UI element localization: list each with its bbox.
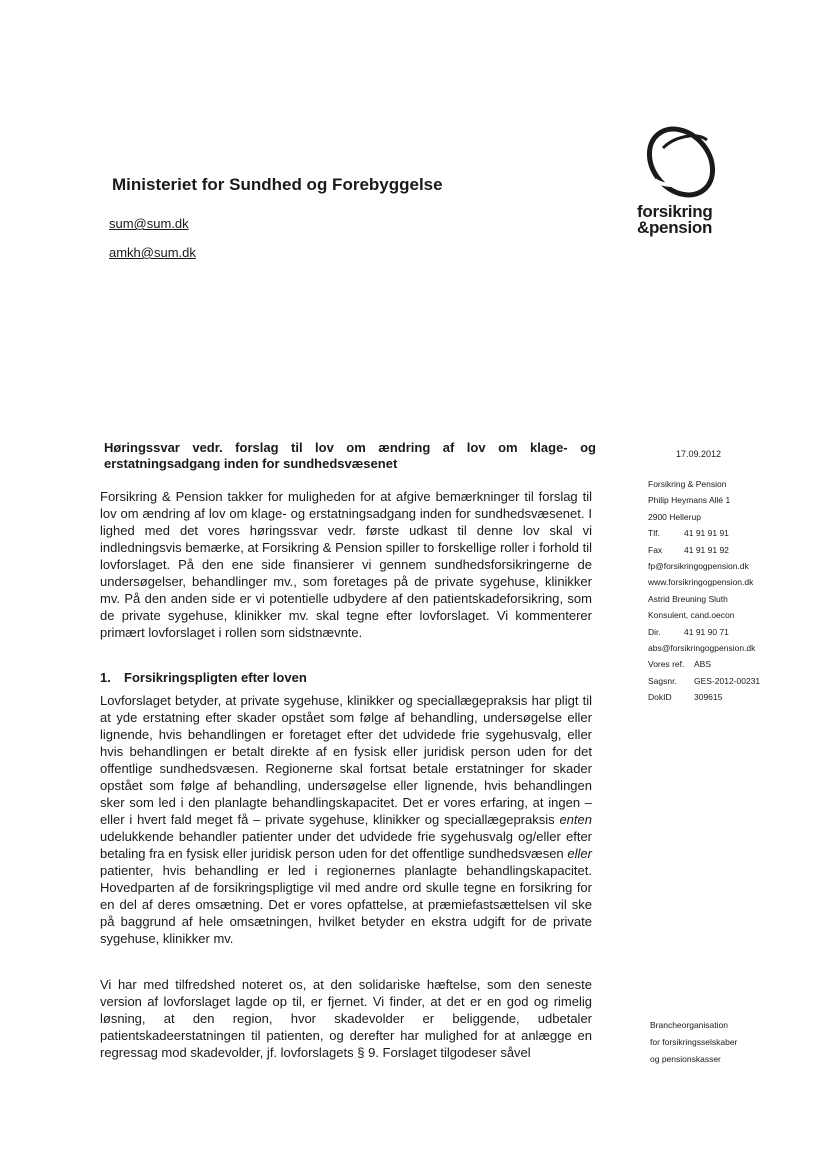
fax-value: 41 91 91 92	[684, 544, 729, 555]
document-id	[648, 689, 760, 705]
direct-label: Dir.	[648, 626, 661, 637]
sender-email[interactable]: fp@forsikringogpension.dk	[648, 561, 749, 572]
organization-footer	[650, 1017, 737, 1068]
footer-line-3: og pensionskasser	[650, 1054, 721, 1064]
ref-label: Vores ref.	[648, 659, 685, 670]
p1-text-c: patienter, hvis behandling er led i regionernes planlagte behandlingskapacitet. Hovedparten af de forsikringspligtige vil med andre ord skulle tegne en forsikring for en del af deres omsætning. Det er vores opfattelse, at præmiefastsættelsen vil ske på baggrund af hele omsætningen, hvilket betyder en ekstra udgift for de private sygehuse, klinikker mv.	[100, 863, 592, 946]
section-1-paragraph-2	[100, 976, 592, 1061]
our-reference	[648, 656, 760, 672]
footer-line-1: Brancheorganisation	[650, 1020, 728, 1030]
p2-text: Vi har med tilfredshed noteret os, at den solidariske hæftelse, som den seneste version af lovforslaget lagde op til, er fjernet. Vi finder, at det er en god og rimelig løsning, at den region, hvor skadevolder er beliggende, udbetaler patientskadeerstatningen til patienten, og derefter har mulighed for at anlægge en regressag mod skadevolder, jf. lovforslagets § 9. Forslaget tilgodeser såvel	[100, 977, 592, 1060]
direct-value: 41 91 90 71	[684, 626, 729, 637]
p1-emphasis-enten: enten	[559, 812, 592, 827]
fax-label: Fax	[648, 544, 663, 555]
section-1-title: Forsikringspligten efter loven	[124, 670, 307, 685]
dokid-value: 309615	[694, 692, 723, 703]
contact-role: Konsulent, cand.oecon	[648, 610, 735, 621]
letter-subject: Høringssvar vedr. forslag til lov om ændring af lov om klage- og erstatningsadgang inden for sundhedsvæsenet	[104, 440, 596, 471]
sender-street: Philip Heymans Allé 1	[648, 495, 731, 506]
addressee-title: Ministeriet for Sundhed og Forebyggelse	[112, 175, 443, 194]
forsikring-pension-logo-icon	[635, 118, 727, 204]
intro-paragraph	[100, 488, 592, 641]
email-link-sum[interactable]: sum@sum.dk	[109, 216, 189, 231]
section-1-paragraph-1	[100, 692, 592, 947]
contact-direct	[648, 624, 760, 640]
sender-city: 2900 Hellerup	[648, 511, 701, 522]
case-label: Sagsnr.	[648, 675, 677, 686]
sender-org: Forsikring & Pension	[648, 479, 727, 489]
p1-text-b: udelukkende behandler patienter under det udvidede frie sygehusvalg og/eller efter betaling fra en fysisk eller juridisk person uden for det offentlige sundhedsvæsen	[100, 829, 592, 861]
section-1-heading	[100, 670, 307, 685]
contact-email[interactable]: abs@forsikringogpension.dk	[648, 643, 756, 654]
phone-label: Tlf.	[648, 528, 660, 539]
dokid-label: DokID	[648, 692, 672, 703]
intro-text: Forsikring & Pension takker for muligheden for at afgive bemærkninger til forslag til lov om ændring af lov om klage- og erstatningsadgang inden for sundhedsvæsenet. I lighed med det vores høringssvar vedr. første udkast til denne lov skal vi indledningsvis bemærke, at Forsikring & Pension spiller to forskellige roller i forhold til lovforslaget. På den ene side finansierer vi gennem sundhedsforsikringerne de undersøgelser, behandlinger mv., som foretages på de private sygehuse, klinikker mv. På den anden side er vi potentielle udbydere af den patientskadeforsikring, som de private sygehuse, klinikker mv. skal tegne efter lovforslaget. Vi kommenterer primært lovforslaget i rollen som sidstnævnte.	[100, 489, 592, 640]
email-link-amkh[interactable]: amkh@sum.dk	[109, 245, 196, 260]
p1-emphasis-eller: eller	[567, 846, 592, 861]
sender-fax	[648, 542, 760, 558]
case-number	[648, 673, 760, 689]
logo-line-2: &pension	[637, 218, 713, 237]
sender-phone	[648, 525, 760, 541]
logo-wordmark	[637, 204, 712, 236]
contact-person: Astrid Breuning Sluth	[648, 593, 728, 604]
logo-line-1: forsikring	[637, 202, 713, 221]
phone-value: 41 91 91 91	[684, 528, 729, 539]
ref-value: ABS	[694, 659, 712, 670]
case-value: GES-2012-00231	[694, 675, 761, 686]
footer-line-2: for forsikringsselskaber	[650, 1037, 738, 1047]
letter-date: 17.09.2012	[676, 449, 722, 459]
p1-text-a: Lovforslaget betyder, at private sygehuse, klinikker og speciallægepraksis har pligt til at yde erstatning efter skader opstået som følge af behandling, undersøgelse eller lignende, hvis behandlingen er foretaget efter det udvidede frie sygehusvalg, eller hvis behandlingen er betalt direkte af en fysisk eller juridisk person uden for det offentlige sundhedsvæsen. Regionerne skal fortsat betale erstatninger for skader opstået som følge af behandling, undersøgelse eller lignende, hvis behandlingen sker som led i den planlagte behandlingskapacitet. Det er vores erfaring, at ingen – eller i hvert fald meget få – private sygehuse, klinikker og speciallægepraksis	[100, 693, 592, 827]
sender-website[interactable]: www.forsikringogpension.dk	[648, 577, 754, 588]
sender-info	[648, 476, 760, 706]
section-1-number: 1.	[100, 670, 111, 685]
